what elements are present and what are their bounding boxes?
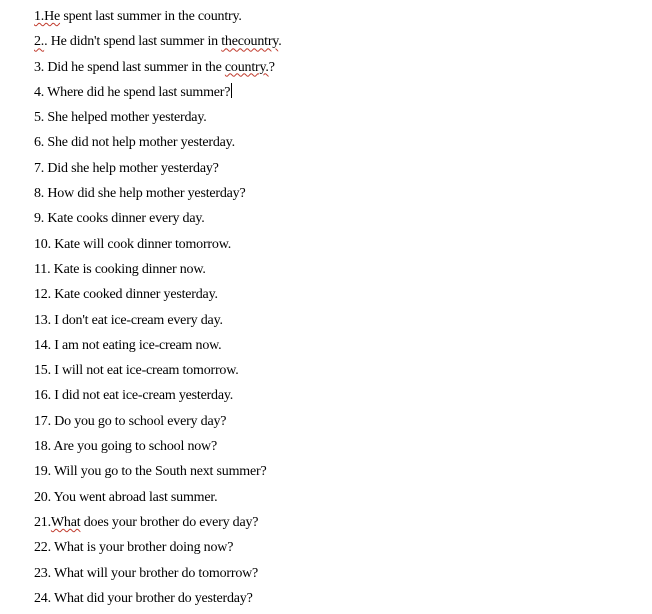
line-text: 4. Where did he spend last summer? (34, 84, 231, 100)
line-5[interactable] (34, 108, 282, 133)
line-24[interactable] (34, 589, 282, 614)
text-cursor (231, 83, 232, 98)
line-22[interactable] (34, 538, 282, 563)
sentence-list (34, 7, 282, 614)
line-8[interactable] (34, 184, 282, 209)
line-3[interactable] (34, 58, 282, 83)
line-text: 5. She helped mother yesterday. (34, 110, 207, 126)
line-21[interactable] (34, 513, 282, 538)
line-text: 21. (34, 514, 51, 530)
line-text: 18. Are you going to school now? (34, 439, 217, 455)
line-text: 16. I did not eat ice-cream yesterday. (34, 388, 234, 404)
line-1[interactable] (34, 7, 282, 32)
line-text: 7. Did she help mother yesterday? (34, 160, 219, 176)
line-suffix: does your brother do every day? (80, 514, 259, 530)
line-text: 23. What will your brother do tomorrow? (34, 565, 259, 581)
line-18[interactable] (34, 437, 282, 462)
line-text: spent last summer in the country. (60, 9, 242, 24)
line-text: 3. Did he spend last summer in the (34, 59, 225, 75)
line-text: 9. Kate cooks dinner every day. (34, 211, 205, 227)
line-16[interactable] (34, 386, 282, 411)
line-text: . He didn't spend last summer in (44, 34, 222, 50)
line-2[interactable] (34, 32, 282, 57)
line-text: 19. Will you go to the South next summer? (34, 464, 267, 480)
line-23[interactable] (34, 564, 282, 589)
line-text: 24. What did your brother do yesterday? (34, 590, 253, 606)
line-14[interactable] (34, 336, 282, 361)
line-text: 6. She did not help mother yesterday. (34, 135, 235, 151)
line-7[interactable] (34, 159, 282, 184)
line-suffix: ? (268, 59, 275, 75)
line-4[interactable] (34, 83, 282, 108)
line-text: 12. Kate cooked dinner yesterday. (34, 287, 218, 303)
line-13[interactable] (34, 311, 282, 336)
line-text: 14. I am not eating ice-cream now. (34, 337, 222, 353)
line-11[interactable] (34, 260, 282, 285)
line-text: 10. Kate will cook dinner tomorrow. (34, 236, 231, 252)
line-text: 22. What is your brother doing now? (34, 540, 234, 556)
spellcheck-flag[interactable]: thecountry (221, 34, 279, 50)
spellcheck-flag[interactable]: 1.He (34, 9, 61, 24)
line-text: 15. I will not eat ice-cream tomorrow. (34, 363, 239, 379)
spellcheck-flag[interactable]: 2. (34, 34, 45, 50)
line-15[interactable] (34, 361, 282, 386)
line-text: 8. How did she help mother yesterday? (34, 186, 246, 202)
line-text: 17. Do you go to school every day? (34, 413, 227, 429)
line-17[interactable] (34, 412, 282, 437)
line-text: 11. Kate is cooking dinner now. (34, 261, 206, 277)
spellcheck-flag[interactable]: What (50, 514, 81, 530)
line-6[interactable] (34, 133, 282, 158)
line-suffix: . (278, 34, 282, 50)
line-19[interactable] (34, 462, 282, 487)
line-9[interactable] (34, 209, 282, 234)
line-text: 13. I don't eat ice-cream every day. (34, 312, 223, 328)
line-10[interactable] (34, 235, 282, 260)
line-20[interactable] (34, 488, 282, 513)
spellcheck-flag[interactable]: country. (224, 59, 269, 75)
line-text: 20. You went abroad last summer. (34, 489, 218, 505)
line-12[interactable] (34, 285, 282, 310)
